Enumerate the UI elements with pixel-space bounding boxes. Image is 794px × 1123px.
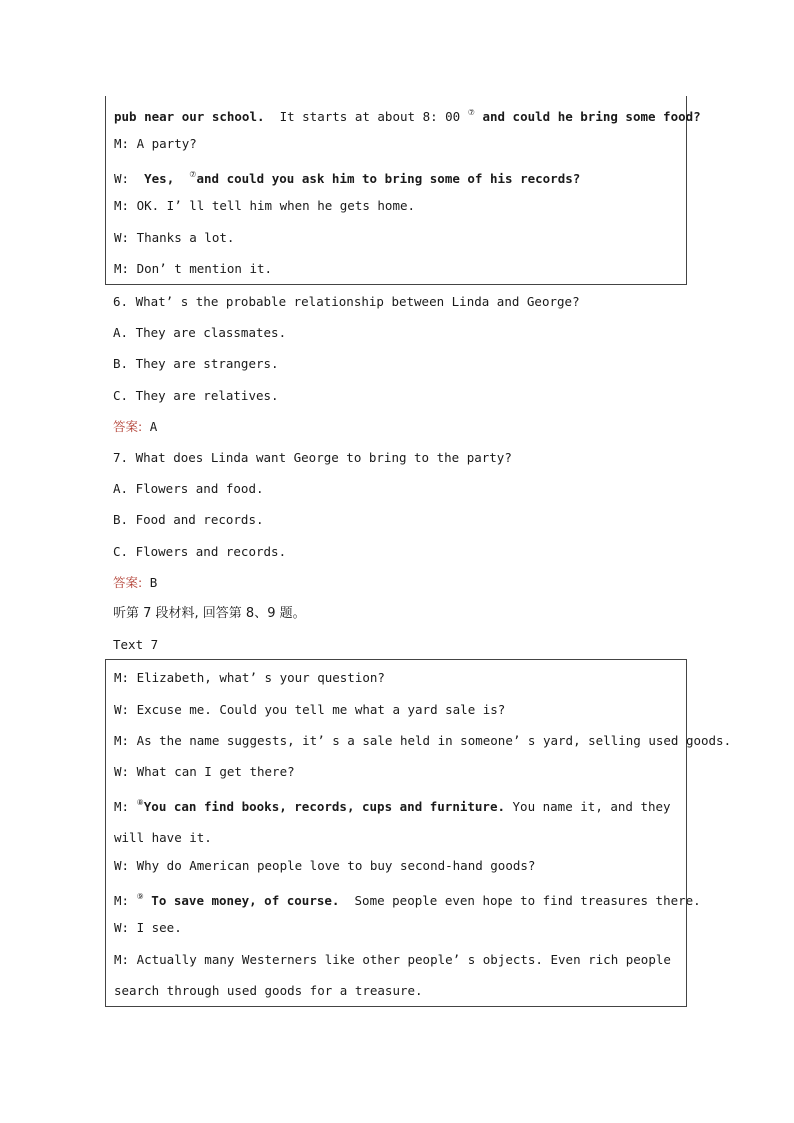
answer-option: A. They are classmates. [113,325,287,340]
speaker-label: M: [114,893,130,908]
dialogue-line: M: Elizabeth, what’ s your question? [114,670,385,685]
answer-key [113,575,157,591]
answer-option: A. Flowers and food. [113,481,264,496]
dialogue-line: M: Don’ t mention it. [114,261,273,276]
answer-key [113,419,157,435]
section-title: Text 7 [113,637,159,652]
footnote-marker: ⑨ [136,892,144,901]
highlight-text: You can find books, records, cups and furniture. [143,799,505,814]
highlight-text: and could you ask him to bring some of his records? [196,171,581,186]
dialogue-line [114,889,701,909]
question-stem: 7. What does Linda want George to bring to the party? [113,450,512,465]
answer-label: 答案: [113,575,143,590]
dialogue-text: Some people even hope to find treasures there. [354,893,701,908]
dialogue-line: W: I see. [114,920,182,935]
footnote-marker: ⑦ [189,170,197,179]
answer-option: C. Flowers and records. [113,544,287,559]
question-stem: 6. What’ s the probable relationship between Linda and George? [113,294,580,309]
dialogue-paragraph: M: Actually many Westerners like other people’ s objects. Even rich people search through used goods for a treasure. [114,952,671,998]
dialogue-line: W: What can I get there? [114,764,295,779]
dialogue-text: You name it, and they will have it. [114,799,671,845]
dialogue-line [114,105,701,125]
section-instruction: 听第 7 段材料, 回答第 8、9 题。 [113,606,306,621]
speaker-label: W: [114,171,130,186]
highlight-text: To save money, of course. [151,893,340,908]
dialogue-line: W: Thanks a lot. [114,230,235,245]
answer-label: 答案: [113,419,143,434]
speaker-label: M: [114,799,130,814]
dialogue-line: M: A party? [114,136,197,151]
answer-option: C. They are relatives. [113,388,279,403]
dialogue-line: W: Why do American people love to buy second-hand goods? [114,858,536,873]
text6-dialogue-box [105,96,701,285]
dialogue-paragraph [114,787,680,853]
footnote-marker: ⑦ [467,108,475,117]
answer-value: B [149,575,158,590]
highlight-text: pub near our school. [114,109,265,124]
dialogue-line [114,167,680,187]
text7-dialogue-box [105,659,732,1007]
dialogue-line: M: As the name suggests, it’ s a sale held in someone’ s yard, selling used goods. [114,733,732,748]
dialogue-text: It starts at about 8: 00 [279,109,461,124]
answer-value: A [149,419,158,434]
dialogue-line: M: OK. I’ ll tell him when he gets home. [114,198,416,213]
dialogue-line: W: Excuse me. Could you tell me what a yard sale is? [114,702,506,717]
answer-option: B. Food and records. [113,512,264,527]
highlight-text: Yes, [144,171,175,186]
highlight-text: and could he bring some food? [482,109,701,124]
answer-option: B. They are strangers. [113,356,279,371]
footnote-marker: ⑧ [136,798,144,807]
